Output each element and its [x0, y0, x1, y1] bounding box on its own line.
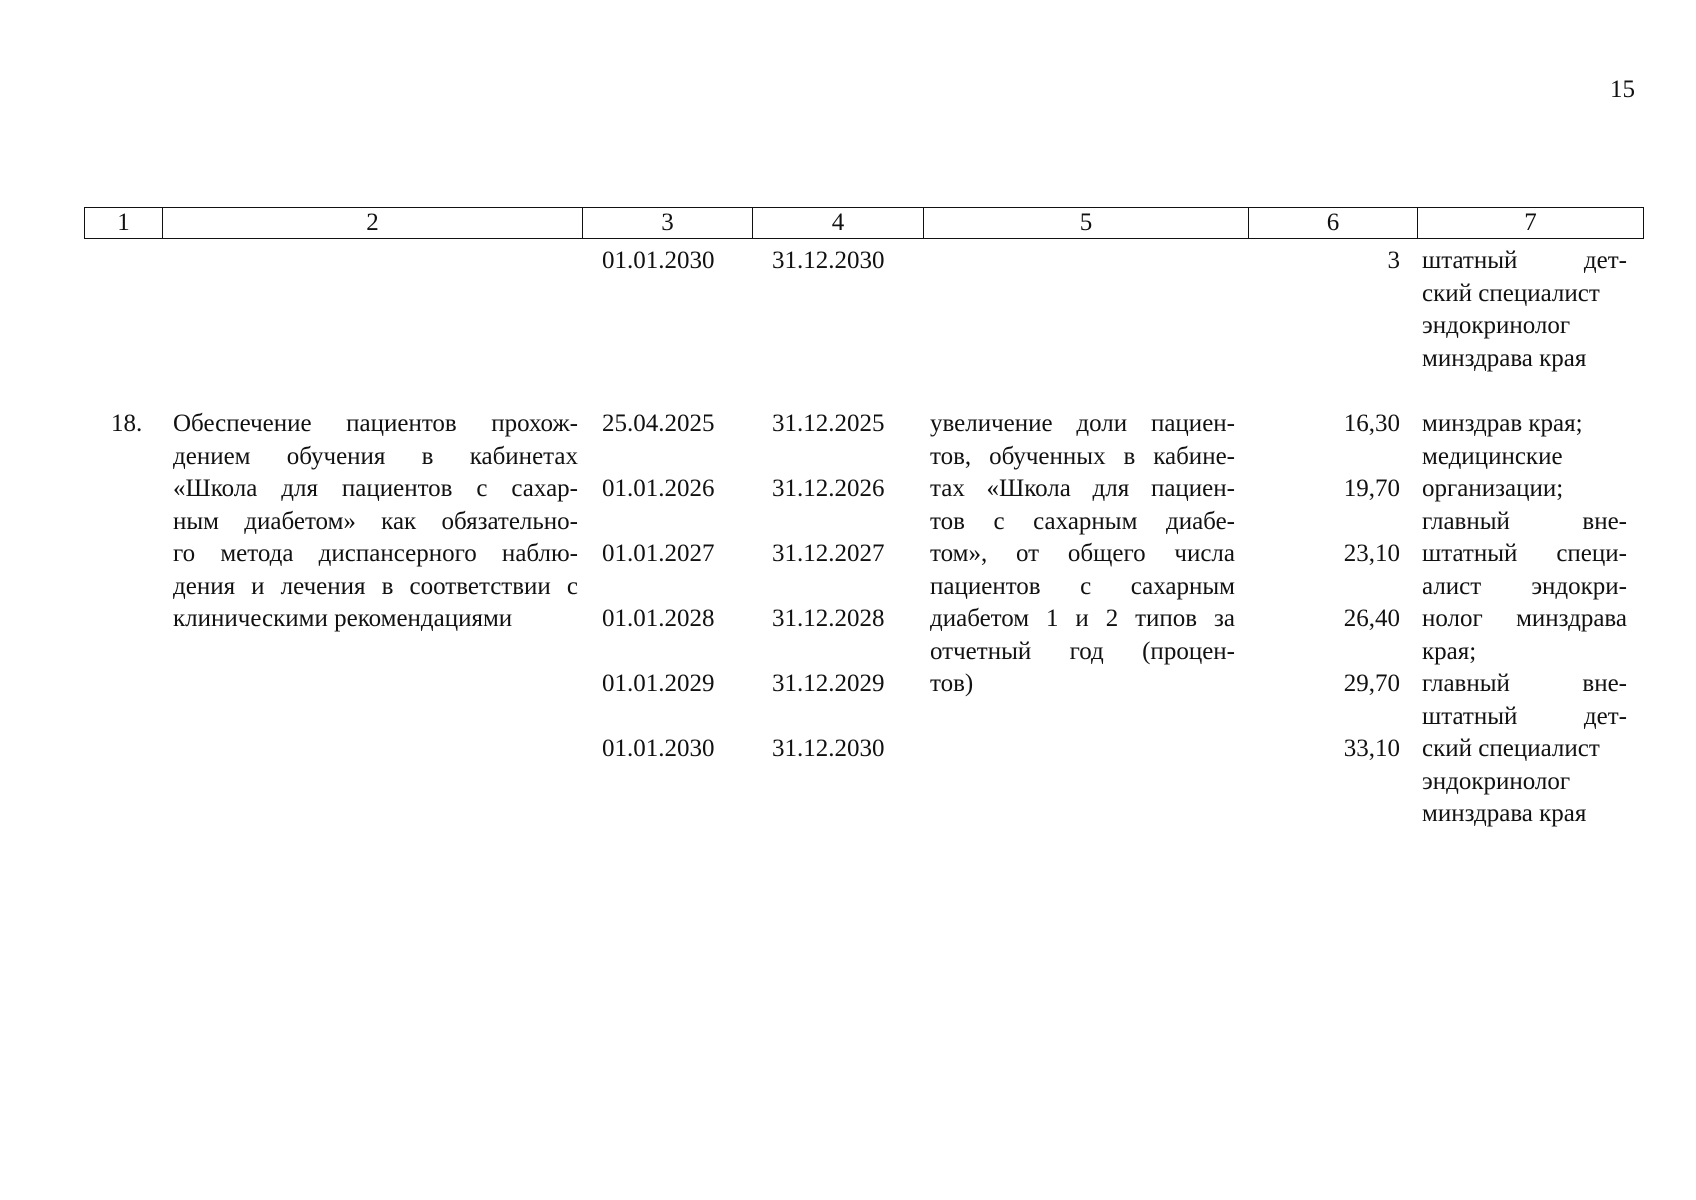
period-value: 29,70 — [1343, 670, 1400, 697]
period-start-date: 25.04.2025 — [602, 410, 715, 437]
measure-line: дением обучения в кабинетах — [173, 442, 578, 470]
continuation-responsible — [1422, 245, 1627, 375]
page-number: 15 — [1610, 76, 1635, 103]
period-value: 26,40 — [1343, 605, 1400, 632]
indicator-line: тах «Школа для пациен- — [930, 475, 1235, 502]
period-end-date: 31.12.2030 — [772, 735, 885, 762]
measure-line: ным диабетом» как обязательно- — [173, 507, 578, 535]
indicator-line: том», от общего числа — [930, 540, 1235, 567]
period-end-date: 31.12.2028 — [772, 605, 885, 632]
responsible-line: эндокринолог — [1422, 767, 1571, 795]
indicator-line: тов, обученных в кабине- — [930, 442, 1235, 470]
header-col-5: 5 — [924, 208, 1249, 239]
period-end-date: 31.12.2025 — [772, 410, 885, 437]
continuation-responsible-line: ский специалист — [1422, 279, 1600, 307]
responsible-line: организации; — [1422, 475, 1564, 502]
responsible-line: главный вне- — [1422, 670, 1627, 697]
continuation-responsible-line: эндокринолог — [1422, 312, 1571, 339]
responsible-line: нолог минздрава — [1422, 605, 1627, 632]
header-col-3: 3 — [583, 208, 753, 239]
measure-description — [173, 408, 578, 636]
measure-line: го метода диспансерного наблю- — [173, 540, 578, 567]
continuation-end-date: 31.12.2030 — [772, 247, 885, 274]
responsible-line: алист эндокри- — [1422, 572, 1627, 600]
responsible-line: минздрава края — [1422, 800, 1587, 827]
header-col-6: 6 — [1249, 208, 1418, 239]
responsible-line: края; — [1422, 637, 1477, 665]
header-col-4: 4 — [753, 208, 924, 239]
responsible-line: штатный дет- — [1422, 702, 1627, 730]
period-end-date: 31.12.2026 — [772, 475, 885, 502]
continuation-value: 3 — [1387, 247, 1400, 274]
period-start-date: 01.01.2027 — [602, 540, 715, 567]
indicator-line: отчетный год (процен- — [930, 637, 1235, 665]
header-row — [85, 208, 1644, 239]
period-value: 33,10 — [1343, 735, 1400, 762]
period-start-date: 01.01.2029 — [602, 670, 715, 697]
measure-line: «Школа для пациентов с сахар- — [173, 475, 578, 502]
period-value: 16,30 — [1343, 410, 1400, 437]
indicator-description — [930, 408, 1235, 701]
measure-line: дения и лечения в соответствии с — [173, 572, 578, 600]
column-number-header — [84, 207, 1644, 239]
row-number: 18. — [111, 410, 143, 437]
indicator-line: тов) — [930, 670, 974, 697]
responsible-line: штатный специ- — [1422, 540, 1627, 567]
header-col-7: 7 — [1418, 208, 1644, 239]
header-col-1: 1 — [85, 208, 163, 239]
responsible-line: главный вне- — [1422, 507, 1627, 535]
period-value: 23,10 — [1343, 540, 1400, 567]
indicator-line: диабетом 1 и 2 типов за — [930, 605, 1235, 632]
period-start-date: 01.01.2026 — [602, 475, 715, 502]
responsible-line: ский специалист — [1422, 735, 1600, 762]
header-col-2: 2 — [163, 208, 583, 239]
measure-line: клиническими рекомендациями — [173, 605, 513, 632]
period-start-date: 01.01.2028 — [602, 605, 715, 632]
continuation-start-date: 01.01.2030 — [602, 247, 715, 274]
indicator-line: тов с сахарным диабе- — [930, 507, 1235, 535]
indicator-line: пациентов с сахарным — [930, 572, 1235, 600]
period-end-date: 31.12.2029 — [772, 670, 885, 697]
period-value: 19,70 — [1343, 475, 1400, 502]
responsible-line: медицинские — [1422, 442, 1563, 470]
responsible-executors — [1422, 408, 1627, 831]
period-end-date: 31.12.2027 — [772, 540, 885, 567]
continuation-responsible-line: штатный дет- — [1422, 247, 1627, 274]
continuation-responsible-line: минздрава края — [1422, 344, 1587, 372]
period-start-date: 01.01.2030 — [602, 735, 715, 762]
indicator-line: увеличение доли пациен- — [930, 410, 1235, 437]
measure-line: Обеспечение пациентов прохож- — [173, 410, 578, 437]
responsible-line: минздрав края; — [1422, 410, 1583, 437]
